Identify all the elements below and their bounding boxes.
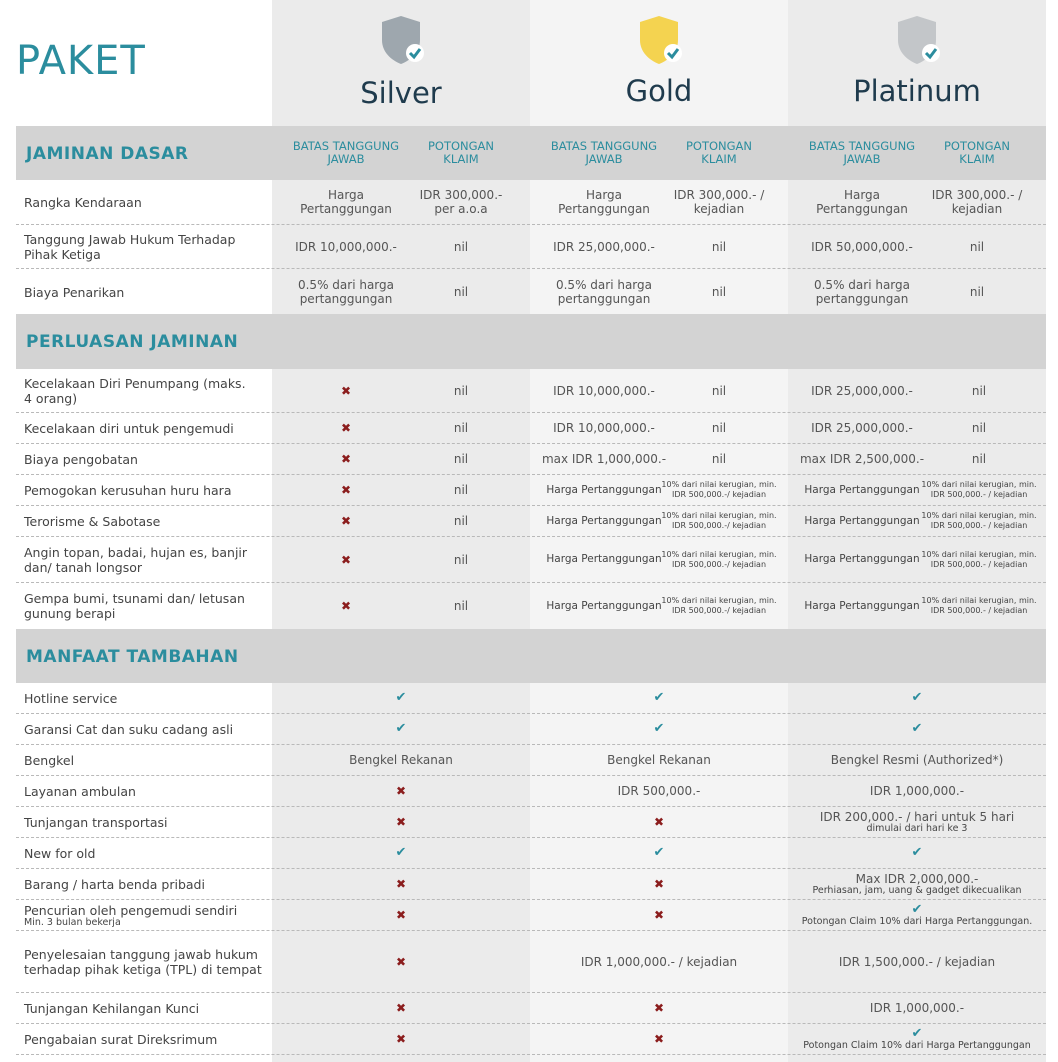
col-header-batas: BATAS TANGGUNG JAWAB — [550, 139, 658, 166]
cross-icon: ✖ — [395, 784, 407, 798]
platinum-potongan: nil — [969, 240, 985, 254]
cross-icon: ✖ — [340, 599, 352, 613]
col-header-potongan: POTONGAN KLAIM — [685, 139, 753, 166]
gold-batas: IDR 10,000,000.- — [553, 421, 655, 435]
section-title: MANFAAT TAMBAHAN — [26, 647, 239, 667]
silver-value — [272, 683, 530, 713]
silver-batas: IDR 10,000,000.- — [295, 240, 397, 254]
gold-value — [530, 900, 788, 930]
cross-icon: ✖ — [653, 908, 665, 922]
silver-potongan: nil — [453, 421, 469, 435]
platinum-batas: Harga Pertanggungan — [804, 483, 920, 496]
col-header-potongan: POTONGAN KLAIM — [943, 139, 1011, 166]
row-label: Tunjangan Kehilangan Kunci — [24, 1000, 200, 1016]
gold-potongan: 10% dari nilai kerugian, min. IDR 500,000.-/ kejadian — [661, 596, 777, 615]
cross-icon: ✖ — [395, 815, 407, 829]
row-label: Biaya Penarikan — [24, 284, 125, 300]
platinum-value — [788, 745, 1046, 775]
package-header-gold — [530, 0, 788, 126]
gold-batas: IDR 10,000,000.- — [553, 383, 655, 398]
table-row — [16, 413, 1046, 444]
platinum-value-note: Perhiasan, jam, uang & gadget dikecualikan — [812, 885, 1022, 896]
gold-potongan: 10% dari nilai kerugian, min. IDR 500,000.-/ kejadian — [661, 480, 777, 499]
row-label: Pengabaian surat Direksrimum — [24, 1031, 218, 1047]
cross-icon: ✖ — [340, 483, 352, 497]
platinum-value-text: Max IDR 2,000,000.- — [855, 872, 979, 886]
gold-batas: Harga Pertanggungan — [546, 553, 662, 565]
row-label: Gempa bumi, tsunami dan/ letusan gunung berapi — [24, 591, 245, 621]
check-icon: ✔ — [395, 690, 407, 705]
section-manfaat-tambahan — [16, 629, 1046, 683]
gold-value — [530, 993, 788, 1023]
platinum-batas: IDR 25,000,000.- — [811, 421, 913, 435]
cross-icon: ✖ — [395, 1001, 407, 1015]
platinum-value — [788, 900, 1046, 930]
check-icon: ✔ — [653, 845, 665, 860]
silver-batas — [281, 537, 411, 582]
row-label: Layanan ambulan — [24, 783, 136, 799]
silver-potongan: nil — [453, 483, 469, 497]
platinum-value — [788, 1024, 1046, 1054]
gold-potongan: 10% dari nilai kerugian, min. IDR 500,000.-/ kejadian — [661, 511, 777, 530]
table-row — [16, 537, 1046, 583]
row-label: Pencurian oleh pengemudi sendiri Min. 3 bulan bekerja — [24, 902, 238, 928]
row-label: Hotline service — [24, 690, 118, 706]
silver-value — [272, 869, 530, 899]
cross-icon: ✖ — [395, 954, 407, 969]
cross-icon: ✖ — [653, 1032, 665, 1046]
gold-batas: Harga Pertanggungan — [546, 599, 662, 612]
platinum-value — [788, 776, 1046, 806]
gold-batas: max IDR 1,000,000.- — [541, 452, 667, 466]
silver-potongan: nil — [453, 514, 469, 528]
gold-value — [530, 1024, 788, 1054]
row-label: Pemogokan kerusuhan huru hara — [24, 482, 232, 498]
platinum-value — [788, 993, 1046, 1023]
package-header-platinum — [788, 0, 1046, 126]
silver-value — [272, 807, 530, 837]
package-name: Platinum — [853, 74, 981, 108]
cross-icon: ✖ — [395, 1032, 407, 1046]
silver-batas — [281, 583, 411, 629]
gold-batas: IDR 25,000,000.- — [553, 240, 655, 254]
silver-value — [272, 931, 530, 992]
row-label: Bengkel — [24, 752, 75, 768]
silver-value — [272, 993, 530, 1023]
check-icon: ✔ — [653, 690, 665, 705]
col-header-batas: BATAS TANGGUNG JAWAB — [808, 139, 916, 166]
gold-value — [530, 745, 788, 775]
shield-check-icon — [379, 14, 425, 66]
silver-value — [272, 745, 530, 775]
silver-potongan: IDR 300,000.- per a.o.a — [419, 188, 503, 216]
gold-value — [530, 776, 788, 806]
gold-batas: Harga Pertanggungan — [558, 188, 650, 216]
platinum-value-text: IDR 1,500,000.- / kejadian — [838, 954, 996, 969]
gold-value — [530, 931, 788, 992]
cross-icon: ✖ — [340, 383, 352, 398]
platinum-batas: Harga Pertanggungan — [816, 188, 908, 216]
table-row — [16, 1024, 1046, 1055]
shield-check-icon — [895, 14, 941, 66]
check-icon: ✔ — [911, 690, 923, 705]
cross-icon: ✖ — [340, 514, 352, 528]
gold-potongan: nil — [711, 285, 727, 299]
silver-potongan: nil — [453, 240, 469, 254]
check-icon: ✔ — [653, 721, 665, 736]
platinum-value — [788, 807, 1046, 837]
shield-check-icon — [637, 14, 683, 66]
platinum-batas: 0.5% dari harga pertanggungan — [813, 278, 910, 306]
section-title: PERLUASAN JAMINAN — [26, 332, 239, 352]
cross-icon: ✖ — [653, 877, 665, 891]
platinum-value-note: Potongan Claim 10% dari Harga Pertanggungan — [803, 1040, 1031, 1051]
cross-icon: ✖ — [340, 552, 352, 567]
table-row — [16, 226, 1046, 269]
silver-batas: 0.5% dari harga pertanggungan — [297, 278, 394, 306]
silver-potongan: nil — [453, 552, 469, 567]
table-row — [16, 993, 1046, 1024]
table-row — [16, 838, 1046, 869]
row-label: Terorisme & Sabotase — [24, 513, 161, 529]
platinum-value — [788, 931, 1046, 992]
platinum-potongan: IDR 300,000.- / kejadian — [931, 188, 1023, 216]
check-icon: ✔ — [911, 845, 923, 860]
gold-batas: 0.5% dari harga pertanggungan — [555, 278, 652, 306]
cross-icon: ✖ — [395, 877, 407, 891]
gold-potongan: IDR 300,000.- / kejadian — [673, 188, 765, 216]
platinum-potongan: 10% dari nilai kerugian, min. IDR 500,000.- / kejadian — [921, 480, 1037, 499]
table-row — [16, 745, 1046, 776]
gold-value — [530, 869, 788, 899]
row-label: Biaya pengobatan — [24, 451, 138, 467]
silver-batas — [281, 413, 411, 443]
row-label: Tunjangan transportasi — [24, 814, 168, 830]
silver-potongan: nil — [453, 599, 469, 613]
row-label: Angin topan, badai, hujan es, banjir dan/ tanah longsor — [24, 544, 248, 575]
gold-potongan: nil — [711, 240, 727, 254]
silver-potongan: nil — [453, 452, 469, 466]
platinum-potongan: 10% dari nilai kerugian, min. IDR 500,000.- / kejadian — [921, 596, 1037, 615]
gold-value — [530, 714, 788, 744]
table-row — [16, 369, 1046, 413]
package-name: Gold — [625, 74, 693, 108]
table-row — [16, 869, 1046, 900]
row-label-note: Min. 3 bulan bekerja — [24, 916, 121, 928]
cross-icon: ✖ — [340, 452, 352, 466]
gold-potongan: nil — [711, 452, 727, 466]
table-row — [16, 180, 1046, 225]
platinum-batas: Harga Pertanggungan — [804, 599, 920, 612]
silver-batas: Harga Pertanggungan — [300, 188, 392, 216]
platinum-batas: Harga Pertanggungan — [804, 553, 920, 565]
row-label: Barang / harta benda pribadi — [24, 876, 205, 892]
platinum-value-note: dimulai dari hari ke 3 — [866, 823, 968, 834]
table-row — [16, 807, 1046, 838]
gold-value-text: IDR 500,000.- — [617, 784, 701, 798]
platinum-value-text: IDR 1,000,000.- — [869, 1001, 965, 1015]
table-row — [16, 506, 1046, 537]
table-row — [16, 714, 1046, 745]
section-jaminan-dasar — [16, 126, 1046, 180]
platinum-potongan: nil — [971, 421, 987, 435]
silver-potongan: nil — [453, 285, 469, 299]
silver-value — [272, 1024, 530, 1054]
row-label: New for old — [24, 845, 96, 861]
table-row — [16, 583, 1046, 629]
section-title: JAMINAN DASAR — [26, 144, 189, 164]
platinum-batas: IDR 50,000,000.- — [811, 240, 913, 254]
check-icon: ✔ — [911, 1026, 923, 1041]
gold-batas: Harga Pertanggungan — [546, 514, 662, 527]
platinum-potongan: 10% dari nilai kerugian, min. IDR 500,000.- / kejadian — [921, 549, 1037, 569]
silver-batas — [281, 369, 411, 412]
platinum-value — [788, 714, 1046, 744]
gold-value-text: Bengkel Rekanan — [607, 753, 711, 767]
platinum-value-text: Bengkel Resmi (Authorized*) — [830, 753, 1004, 767]
package-name: Silver — [360, 76, 442, 110]
table-row — [16, 475, 1046, 506]
silver-value — [272, 838, 530, 868]
gold-value — [530, 838, 788, 868]
table-row — [16, 270, 1046, 314]
cross-icon: ✖ — [653, 1001, 665, 1015]
silver-potongan: nil — [453, 383, 469, 398]
check-icon: ✔ — [911, 721, 923, 736]
gold-potongan: nil — [711, 383, 727, 398]
silver-batas — [281, 444, 411, 474]
gold-potongan: nil — [711, 421, 727, 435]
platinum-value — [788, 683, 1046, 713]
platinum-value — [788, 838, 1046, 868]
silver-batas — [281, 475, 411, 505]
platinum-batas: IDR 25,000,000.- — [811, 383, 913, 398]
silver-value — [272, 776, 530, 806]
table-row — [16, 683, 1046, 714]
platinum-batas: Harga Pertanggungan — [804, 514, 920, 527]
row-label: Rangka Kendaraan — [24, 194, 142, 210]
silver-value — [272, 900, 530, 930]
section-perluasan-jaminan — [16, 314, 1046, 369]
platinum-value — [788, 869, 1046, 899]
platinum-potongan: 10% dari nilai kerugian, min. IDR 500,000.- / kejadian — [921, 511, 1037, 530]
table-row — [16, 776, 1046, 807]
row-label: Garansi Cat dan suku cadang asli — [24, 721, 234, 737]
row-label: Tanggung Jawab Hukum Terhadap Pihak Ketiga — [24, 232, 236, 262]
row-label: Kecelakaan diri untuk pengemudi — [24, 420, 234, 436]
platinum-value-note: Potongan Claim 10% dari Harga Pertanggungan. — [801, 916, 1033, 927]
gold-value-text: IDR 1,000,000.- / kejadian — [580, 954, 738, 969]
gold-value — [530, 683, 788, 713]
cross-icon: ✖ — [653, 815, 665, 829]
gold-batas: Harga Pertanggungan — [546, 483, 662, 496]
gold-value — [530, 807, 788, 837]
row-label: Penyelesaian tanggung jawab hukum terhadap pihak ketiga (TPL) di tempat — [24, 946, 262, 977]
package-header-silver — [272, 0, 530, 126]
platinum-value-text: IDR 1,000,000.- — [869, 784, 965, 798]
col-header-potongan: POTONGAN KLAIM — [427, 139, 495, 166]
page-title: PAKET — [16, 38, 146, 84]
platinum-potongan: nil — [971, 383, 987, 398]
platinum-potongan: nil — [969, 285, 985, 299]
check-icon: ✔ — [395, 721, 407, 736]
platinum-value-text: IDR 200,000.- / hari untuk 5 hari — [819, 810, 1015, 824]
silver-value — [272, 714, 530, 744]
check-icon: ✔ — [911, 902, 923, 917]
table-row — [16, 931, 1046, 993]
silver-batas — [281, 506, 411, 536]
platinum-potongan: nil — [971, 452, 987, 466]
cross-icon: ✖ — [395, 908, 407, 922]
silver-value-text: Bengkel Rekanan — [349, 753, 453, 767]
col-header-batas: BATAS TANGGUNG JAWAB — [292, 139, 400, 166]
table-row — [16, 444, 1046, 475]
platinum-batas: max IDR 2,500,000.- — [799, 452, 925, 466]
cross-icon: ✖ — [340, 421, 352, 435]
table-row — [16, 900, 1046, 931]
check-icon: ✔ — [395, 845, 407, 860]
row-label: Kecelakaan Diri Penumpang (maks. 4 orang) — [24, 375, 246, 406]
gold-potongan: 10% dari nilai kerugian, min. IDR 500,000.-/ kejadian — [661, 549, 777, 569]
